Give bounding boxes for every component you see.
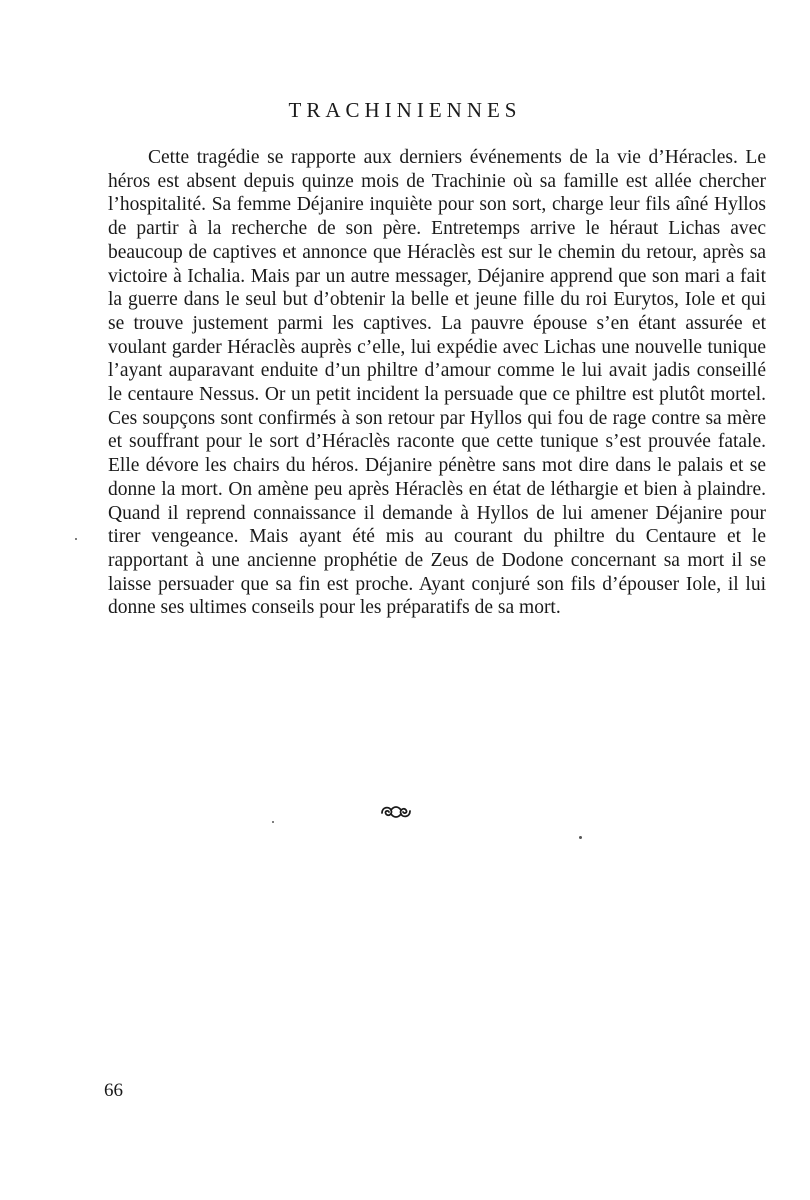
page-title: TRACHINIENNES <box>288 98 522 122</box>
scroll-ornament-icon <box>379 802 413 822</box>
scan-speck <box>272 821 274 823</box>
scan-speck <box>579 836 582 839</box>
scan-speck <box>75 538 77 540</box>
body-paragraph: Cette tragédie se rapporte aux derniers événements de la vie d’Héracles. Le héros est absent depuis quinze mois de Trachinie où sa famille est allée chercher l’hospitalité. Sa femme Déjanire inquiète pour son sort, charge leur fils aîné Hyllos de partir à la recherche de son père. Entretemps arrive le héraut Lichas avec beaucoup de captives et annonce que Héraclès est sur le chemin du retour, après sa victoire à Ichalia. Mais par un autre messager, Déjanire apprend que son mari a fait la guerre dans le seul but d’obtenir la belle et jeune fille du roi Eurytos, Iole et qui se trouve justement parmi les captives. La pauvre épouse s’en étant assurée et voulant garder Héraclès auprès c’elle, lui expédie avec Lichas une nouvelle tunique l’ayant auparavant enduite d’un philtre d’amour comme le lui avait jadis conseillé le centaure Nessus. Or un petit incident la persuade que ce philtre est plutôt mortel. Ces soupçons sont confirmés à son retour par Hyllos qui fou de rage contre sa mère et souffrant pour le sort d’Héraclès raconte que cette tunique s’est prouvée fatale. Elle dévore les chairs du héros. Déjanire pénètre sans mot dire dans le palais et se donne la mort. On amène peu après Héraclès en état de léthargie et bien à plaindre. Quand il reprend connaissance il demande à Hyllos de lui amener Déjanire pour tirer vengeance. Mais ayant été mis au courant du philtre du Centaure et le rapportant à une ancienne prophétie de Zeus de Dodone concernant sa mort il se laisse persuader que sa fin est proche. Ayant conjuré son fils d’épouser Iole, il lui donne ses ultimes conseils pour les préparatifs de sa mort. <box>108 147 766 619</box>
page-number: 66 <box>104 1080 123 1101</box>
